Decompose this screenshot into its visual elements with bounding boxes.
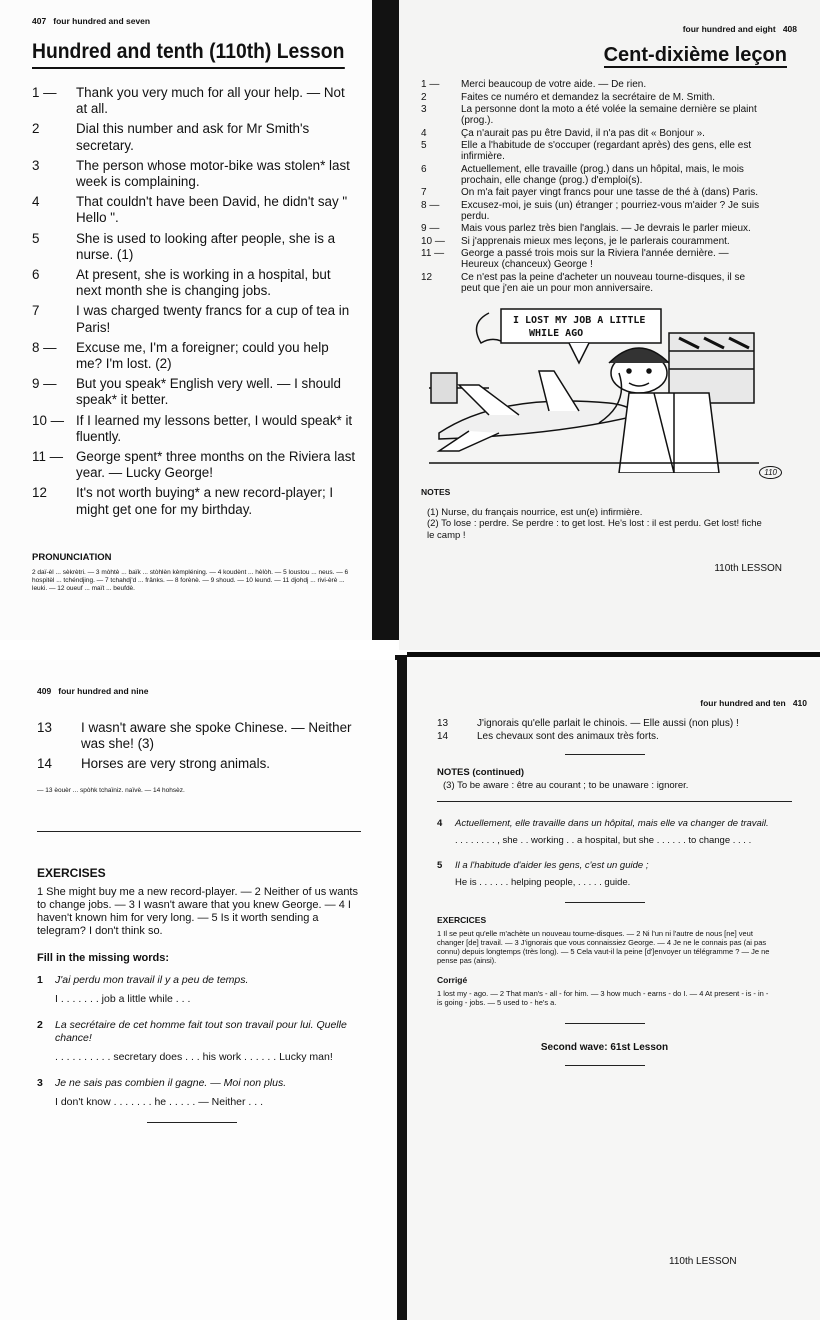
divider-short (565, 1065, 645, 1066)
fill-number: 1 (37, 973, 43, 986)
sentence-number: 14 (37, 756, 52, 772)
sentence-number: 2 (32, 121, 40, 137)
sentence-text: But you speak* English very well. — I should speak* it better. (76, 376, 341, 408)
fill-item (37, 974, 367, 987)
page-footer: 110th LESSON (714, 563, 782, 574)
sentence-number: 6 (421, 163, 427, 175)
svg-text:I LOST MY JOB A LITTLE: I LOST MY JOB A LITTLE (513, 315, 646, 326)
fill-number: 3 (37, 1076, 43, 1089)
sentence-number: 12 (32, 485, 47, 501)
page-header (32, 16, 358, 26)
fill-blank-5: He is . . . . . . helping people, . . . . . guide. (455, 876, 631, 888)
fill-item (37, 1019, 367, 1045)
sentence-number: 6 (32, 267, 40, 283)
sentence-text: Actuellement, elle travaille (prog.) dans un hôpital, mais, le mois prochain, elle change (prog.) d'emploi(s). (461, 163, 744, 186)
sentence-row (421, 223, 762, 234)
sentence-row (421, 187, 762, 198)
french-sentences (421, 79, 762, 294)
sentence-text: Si j'apprenais mieux mes leçons, je le parlerais couramment. (461, 235, 730, 247)
sentence-row (437, 718, 772, 729)
sentence-number: 9 — (32, 376, 57, 392)
sentence-row (32, 303, 358, 335)
sentence-text: I was charged twenty francs for a cup of tea in Paris! (76, 303, 350, 335)
sentence-text: Thank you very much for all your help. — Not at all. (76, 85, 345, 117)
page-number: 410 (792, 698, 807, 708)
sentence-number: 4 (421, 127, 427, 139)
exercises-text: 1 She might buy me a new record-player. — 2 Neither of us wants to change jobs. — 3 I wasn't aware that you knew George. — 4 I haven't known him for very long. — 5 Is it worth sending a telegram? I don't think so. (37, 885, 358, 937)
fill-in-exercises (37, 974, 367, 1108)
sentence-text: George a passé trois mois sur la Riviera l'année dernière. — Heureux (chanceux) George ! (461, 248, 729, 270)
page-words: four hundred and seven (53, 16, 151, 26)
french-sentences-cont (437, 718, 772, 742)
lesson-title: Hundred and tenth (110th) Lesson (32, 40, 344, 69)
sentence-number: 14 (437, 730, 449, 742)
divider-short (565, 754, 645, 755)
sentence-text: At present, she is working in a hospital, but next month she is changing jobs. (76, 267, 331, 299)
fill-item-5: 5 Il a l'habitude d'aider les gens, c'est un guide ; (437, 859, 649, 871)
divider (37, 831, 361, 832)
page-number: 409 (37, 686, 52, 696)
sentence-text: J'ignorais qu'elle parlait le chinois. — Elle aussi (non plus) ! (477, 718, 739, 729)
sentence-row (32, 158, 358, 190)
sentence-number: 1 — (421, 79, 440, 90)
sentence-row (421, 79, 762, 90)
sentence-row (32, 231, 358, 263)
sentence-text: Ça n'aurait pas pu être David, il n'a pas dit « Bonjour ». (461, 127, 705, 139)
note-3: (3) To be aware : être au courant ; to be unaware : ignorer. (443, 779, 689, 791)
sentence-text: Horses are very strong animals. (81, 756, 271, 772)
sentence-number: 13 (437, 718, 449, 729)
exercices-text: 1 Il se peut qu'elle m'achète un nouveau tourne-disques. — 2 Ni l'un ni l'autre de nous [ne] veut changer [de] travail. — 3 J'ignorais que vous connaissiez George. — 4 Je ne le connais pas (ai pas connu) depuis longtemps (très long). — 5 Cela vaut-il la peine [d']envoyer un télégramme ? — Je ne pense pas (ainsi). (437, 928, 770, 965)
corrige-heading: Corrigé (437, 974, 468, 985)
sentence-text: I wasn't aware she spoke Chinese. — Neither was she! (3) (81, 720, 352, 752)
fill-number: 2 (37, 1018, 43, 1031)
page-words: four hundred and eight (682, 24, 776, 34)
sentence-row (437, 731, 772, 742)
svg-text:WHILE AGO: WHILE AGO (529, 328, 584, 339)
sentence-number: 4 (32, 194, 40, 210)
sentence-row (32, 449, 358, 481)
page-header (437, 698, 807, 708)
sentence-number: 10 — (32, 412, 65, 428)
sentence-number: 12 (421, 271, 433, 283)
fill-blank: I . . . . . . . job a little while . . . (55, 992, 191, 1005)
pronunciation-heading: PRONUNCIATION (32, 551, 112, 563)
english-sentences-cont (37, 720, 367, 773)
pronunciation-text: — 13 èouèr ... spòhk tchaïniz. naïvè. — 14 hohsèz. (37, 786, 185, 794)
page-408 (399, 0, 820, 650)
sentence-row (421, 92, 762, 103)
sentence-number: 11 — (32, 449, 64, 465)
sentence-row (421, 164, 762, 186)
sentence-number: 7 (32, 303, 40, 319)
sentence-text: Excusez-moi, je suis (un) étranger ; pourriez-vous m'aider ? Je suis perdu. (461, 199, 760, 222)
page-header (421, 24, 797, 34)
fill-french: J'ai perdu mon travail il y a peu de temps. (55, 973, 249, 986)
sentence-text: Faites ce numéro et demandez la secrétaire de M. Smith. (461, 91, 716, 103)
sentence-row (421, 236, 762, 247)
sentence-number: 2 (421, 91, 427, 103)
sentence-text: Excuse me, I'm a foreigner; could you help me? I'm lost. (2) (76, 339, 329, 372)
exercices-heading: EXERCICES (437, 914, 487, 925)
sentence-row (421, 200, 762, 222)
sentence-text: She is used to looking after people, she is a nurse. (1) (76, 230, 336, 262)
page-number: 407 (32, 16, 47, 26)
fill-french: Il a l'habitude d'aider les gens, c'est un guide ; (455, 859, 649, 871)
sentence-row (421, 140, 762, 162)
sentence-row (32, 376, 358, 408)
sentence-text: Ce n'est pas la peine d'acheter un nouveau tourne-disques, il se peut que j'en aie un pour mon anniversaire. (461, 271, 746, 294)
fill-item (37, 1077, 367, 1090)
english-sentences (32, 85, 358, 518)
sentence-text: Merci beaucoup de votre aide. — De rien. (461, 79, 647, 90)
corrige-text: 1 lost my - ago. — 2 That man's - all - for him. — 3 how much - earns - do I. — 4 At present - is - in - is going - jobs. — 5 used to - he's a. (437, 988, 769, 1007)
sentence-number: 7 (421, 187, 427, 198)
exercises-heading: EXERCISES (37, 865, 106, 880)
sentence-text: The person whose motor-bike was stolen* last week is complaining. (76, 157, 350, 190)
fill-blank-4: . . . . . . . . , she . . working . . a hospital, but she . . . . . . to change . . . . (455, 834, 752, 846)
page-409 (0, 660, 397, 1320)
fill-french: Je ne sais pas combien il gagne. — Moi non plus. (55, 1076, 287, 1089)
sentence-row (421, 248, 762, 270)
sentence-row (37, 756, 367, 772)
sentence-text: It's not worth buying* a new record-player; I might get one for my birthday. (76, 485, 334, 517)
notes-heading: NOTES (421, 487, 451, 497)
sentence-row (37, 720, 367, 752)
cartoon-badge: 110 (421, 468, 782, 477)
fill-heading: Fill in the missing words: (37, 951, 170, 964)
sentence-number: 13 (37, 720, 52, 735)
lesson-title: Cent-dixième leçon (603, 44, 787, 66)
sentence-number: 8 — (421, 199, 440, 211)
page-words: four hundred and ten (700, 698, 786, 708)
sentence-row (32, 340, 358, 372)
sentence-text: Dial this number and ask for Mr Smith's secretary. (76, 121, 310, 153)
sentence-text: Les chevaux sont des animaux très forts. (477, 730, 659, 742)
notes-continued-heading: NOTES (continued) (437, 766, 525, 778)
sentence-row (32, 121, 358, 153)
sentence-number: 9 — (421, 223, 440, 234)
sentence-text: If I learned my lessons better, I would speak* it fluently. (76, 412, 353, 444)
page-edge-line (407, 652, 820, 657)
page-number: 408 (782, 24, 797, 34)
sentence-number: 1 — (32, 85, 57, 100)
sentence-row (421, 272, 762, 294)
book-gutter-top (372, 0, 399, 640)
sentence-number: 5 (421, 140, 427, 151)
sentence-text: That couldn't have been David, he didn't say " Hello ". (76, 194, 348, 226)
divider-short (565, 902, 645, 903)
sentence-number: 5 (32, 230, 40, 246)
sentence-row (32, 413, 358, 445)
page-407 (0, 0, 372, 640)
page-footer: 110th LESSON (669, 1256, 737, 1267)
sentence-text: La personne dont la moto a été volée la semaine dernière se plaint (prog.). (461, 104, 757, 126)
pronunciation-text: 2 daï-èl ... sèkrètri. — 3 mòhtè ... baïk ... stòhlèn kèmpléning. — 4 koudènt ... hèlòh. — 5 loustou ... neus. — 6 hospitèl ... tchéndjing. — 7 tchahdj'd ... frânks. — 8 forènè. — 9 shoud. — 10 leund. — 11 djohdj ... rivi-èrè ... leuki. — 12 oueuf ... maït ... beufdè. (32, 568, 349, 592)
cartoon-illustration (429, 303, 759, 473)
sentence-row (32, 267, 358, 299)
sentence-number: 3 (421, 104, 427, 115)
sentence-text: Elle a l'habitude de s'occuper (regardant après) des gens, elle est infirmière. (461, 140, 752, 162)
fill-french: Actuellement, elle travaille dans un hôpital, mais elle va changer de travail. (455, 817, 769, 829)
page-410 (407, 660, 820, 1320)
second-wave: Second wave: 61st Lesson (540, 1041, 669, 1053)
sentence-text: Mais vous parlez très bien l'anglais. — Je devrais le parler mieux. (461, 223, 751, 234)
sentence-row (32, 485, 358, 517)
sentence-text: George spent* three months on the Riviera last year. — Lucky George! (76, 449, 356, 481)
divider-short (565, 1023, 645, 1024)
note-1: (1) Nurse, du français nourrice, est un(e) infirmière. (427, 506, 643, 518)
sentence-number: 8 — (32, 339, 57, 355)
sentence-row (32, 194, 358, 226)
note-2: (2) To lose : perdre. Se perdre : to get lost. He's lost : il est perdu. Get lost! fiche le camp ! (427, 518, 762, 541)
sentence-number: 10 — (421, 235, 445, 247)
fill-blank: . . . . . . . . . . secretary does . . . his work . . . . . . Lucky man! (55, 1050, 333, 1063)
sentence-number: 3 (32, 157, 40, 173)
sentence-number: 11 — (421, 248, 445, 259)
divider (437, 801, 792, 802)
sentence-text: On m'a fait payer vingt francs pour une tasse de thé à (dans) Paris. (461, 187, 759, 198)
sentence-row (421, 128, 762, 139)
notes-section (421, 487, 762, 541)
fill-blank: I don't know . . . . . . . he . . . . . — Neither . . . (55, 1095, 264, 1108)
sentence-row (32, 85, 358, 117)
sentence-row (421, 104, 762, 126)
page-header (37, 686, 367, 696)
fill-item-4: 4 Actuellement, elle travaille dans un hôpital, mais elle va changer de travail. (437, 817, 769, 829)
page-words: four hundred and nine (58, 686, 149, 696)
divider-short (147, 1122, 237, 1123)
fill-french: La secrétaire de cet homme fait tout son travail pour lui. Quelle chance! (55, 1018, 347, 1044)
